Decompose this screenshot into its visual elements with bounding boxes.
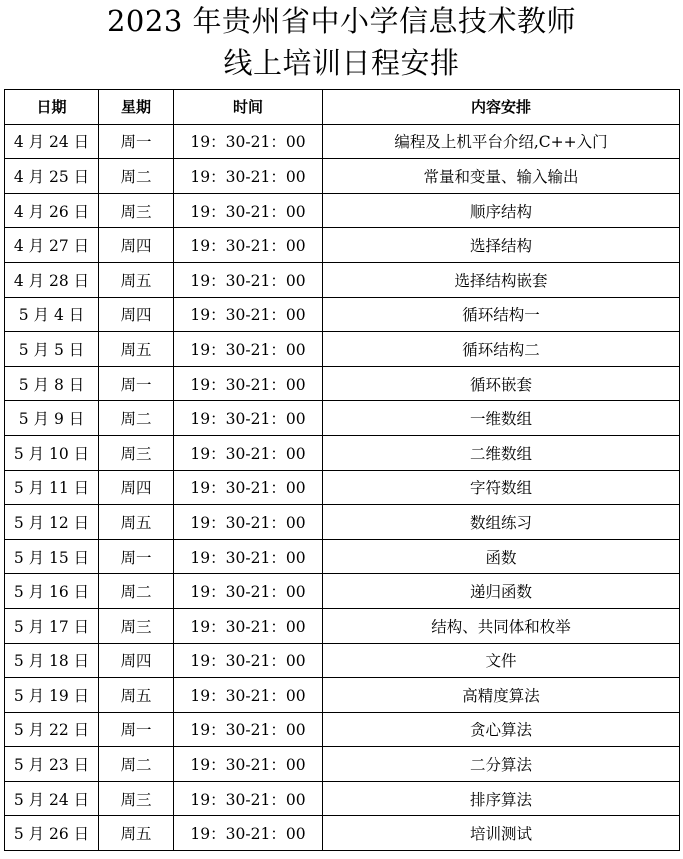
cell-weekday: 周四	[99, 228, 174, 263]
cell-time: 19：30-21：00	[174, 159, 323, 194]
cell-time: 19：30-21：00	[174, 678, 323, 713]
cell-date: 5 月 17 日	[5, 608, 99, 643]
table-row	[5, 747, 680, 782]
cell-content: 结构、共同体和枚举	[323, 608, 680, 643]
table-row	[5, 435, 680, 470]
cell-content: 循环结构二	[323, 332, 680, 367]
document-title-line-1: 2023 年贵州省中小学信息技术教师	[106, 4, 577, 38]
cell-date: 5 月 16 日	[5, 574, 99, 609]
cell-content: 编程及上机平台介绍,C++入门	[323, 124, 680, 159]
cell-weekday: 周四	[99, 297, 174, 332]
cell-date: 5 月 26 日	[5, 816, 99, 851]
table-row	[5, 643, 680, 678]
cell-time: 19：30-21：00	[174, 505, 323, 540]
cell-time: 19：30-21：00	[174, 539, 323, 574]
cell-weekday: 周三	[99, 193, 174, 228]
document-title-line-2: 线上培训日程安排	[223, 46, 460, 80]
cell-time: 19：30-21：00	[174, 781, 323, 816]
table-header-row	[5, 90, 680, 125]
cell-date: 4 月 25 日	[5, 159, 99, 194]
table-row	[5, 193, 680, 228]
cell-content: 高精度算法	[323, 678, 680, 713]
cell-content: 数组练习	[323, 505, 680, 540]
cell-content: 二分算法	[323, 747, 680, 782]
table-row	[5, 608, 680, 643]
cell-weekday: 周二	[99, 159, 174, 194]
cell-weekday: 周二	[99, 747, 174, 782]
cell-date: 5 月 8 日	[5, 366, 99, 401]
cell-time: 19：30-21：00	[174, 747, 323, 782]
cell-content: 顺序结构	[323, 193, 680, 228]
cell-weekday: 周五	[99, 678, 174, 713]
cell-time: 19：30-21：00	[174, 574, 323, 609]
cell-weekday: 周五	[99, 816, 174, 851]
header-date: 日期	[5, 90, 99, 125]
header-time: 时间	[174, 90, 323, 125]
cell-content: 培训测试	[323, 816, 680, 851]
table-row	[5, 539, 680, 574]
cell-time: 19：30-21：00	[174, 228, 323, 263]
cell-weekday: 周三	[99, 781, 174, 816]
cell-content: 常量和变量、输入输出	[323, 159, 680, 194]
table-row	[5, 262, 680, 297]
table-row	[5, 124, 680, 159]
cell-content: 循环嵌套	[323, 366, 680, 401]
cell-time: 19：30-21：00	[174, 608, 323, 643]
cell-time: 19：30-21：00	[174, 712, 323, 747]
cell-weekday: 周四	[99, 643, 174, 678]
cell-date: 5 月 15 日	[5, 539, 99, 574]
table-row	[5, 712, 680, 747]
cell-content: 函数	[323, 539, 680, 574]
cell-content: 一维数组	[323, 401, 680, 436]
cell-time: 19：30-21：00	[174, 643, 323, 678]
schedule-body	[5, 124, 680, 850]
table-row	[5, 505, 680, 540]
cell-date: 4 月 26 日	[5, 193, 99, 228]
cell-weekday: 周五	[99, 332, 174, 367]
table-row	[5, 781, 680, 816]
cell-weekday: 周一	[99, 124, 174, 159]
table-row	[5, 332, 680, 367]
table-row	[5, 159, 680, 194]
cell-date: 5 月 5 日	[5, 332, 99, 367]
cell-time: 19：30-21：00	[174, 470, 323, 505]
cell-weekday: 周一	[99, 539, 174, 574]
cell-date: 5 月 19 日	[5, 678, 99, 713]
cell-weekday: 周四	[99, 470, 174, 505]
cell-content: 选择结构	[323, 228, 680, 263]
table-row	[5, 401, 680, 436]
cell-weekday: 周二	[99, 574, 174, 609]
cell-content: 贪心算法	[323, 712, 680, 747]
cell-time: 19：30-21：00	[174, 262, 323, 297]
cell-date: 5 月 4 日	[5, 297, 99, 332]
table-row	[5, 574, 680, 609]
cell-time: 19：30-21：00	[174, 193, 323, 228]
cell-weekday: 周三	[99, 608, 174, 643]
cell-weekday: 周二	[99, 401, 174, 436]
cell-time: 19：30-21：00	[174, 124, 323, 159]
header-weekday: 星期	[99, 90, 174, 125]
header-content: 内容安排	[323, 90, 680, 125]
table-row	[5, 228, 680, 263]
cell-content: 循环结构一	[323, 297, 680, 332]
cell-date: 5 月 24 日	[5, 781, 99, 816]
cell-time: 19：30-21：00	[174, 435, 323, 470]
table-row	[5, 816, 680, 851]
cell-time: 19：30-21：00	[174, 816, 323, 851]
cell-time: 19：30-21：00	[174, 332, 323, 367]
cell-content: 排序算法	[323, 781, 680, 816]
cell-weekday: 周一	[99, 712, 174, 747]
cell-content: 选择结构嵌套	[323, 262, 680, 297]
table-row	[5, 366, 680, 401]
schedule-table	[4, 89, 680, 851]
cell-date: 4 月 27 日	[5, 228, 99, 263]
cell-weekday: 周一	[99, 366, 174, 401]
cell-date: 5 月 18 日	[5, 643, 99, 678]
table-row	[5, 297, 680, 332]
cell-date: 4 月 28 日	[5, 262, 99, 297]
cell-content: 递归函数	[323, 574, 680, 609]
cell-date: 5 月 23 日	[5, 747, 99, 782]
cell-content: 文件	[323, 643, 680, 678]
cell-time: 19：30-21：00	[174, 297, 323, 332]
table-row	[5, 678, 680, 713]
table-row	[5, 470, 680, 505]
cell-weekday: 周五	[99, 505, 174, 540]
cell-time: 19：30-21：00	[174, 366, 323, 401]
cell-date: 5 月 9 日	[5, 401, 99, 436]
cell-time: 19：30-21：00	[174, 401, 323, 436]
cell-date: 5 月 12 日	[5, 505, 99, 540]
cell-weekday: 周三	[99, 435, 174, 470]
cell-content: 二维数组	[323, 435, 680, 470]
cell-date: 5 月 11 日	[5, 470, 99, 505]
cell-date: 5 月 22 日	[5, 712, 99, 747]
cell-date: 4 月 24 日	[5, 124, 99, 159]
cell-weekday: 周五	[99, 262, 174, 297]
cell-content: 字符数组	[323, 470, 680, 505]
cell-date: 5 月 10 日	[5, 435, 99, 470]
